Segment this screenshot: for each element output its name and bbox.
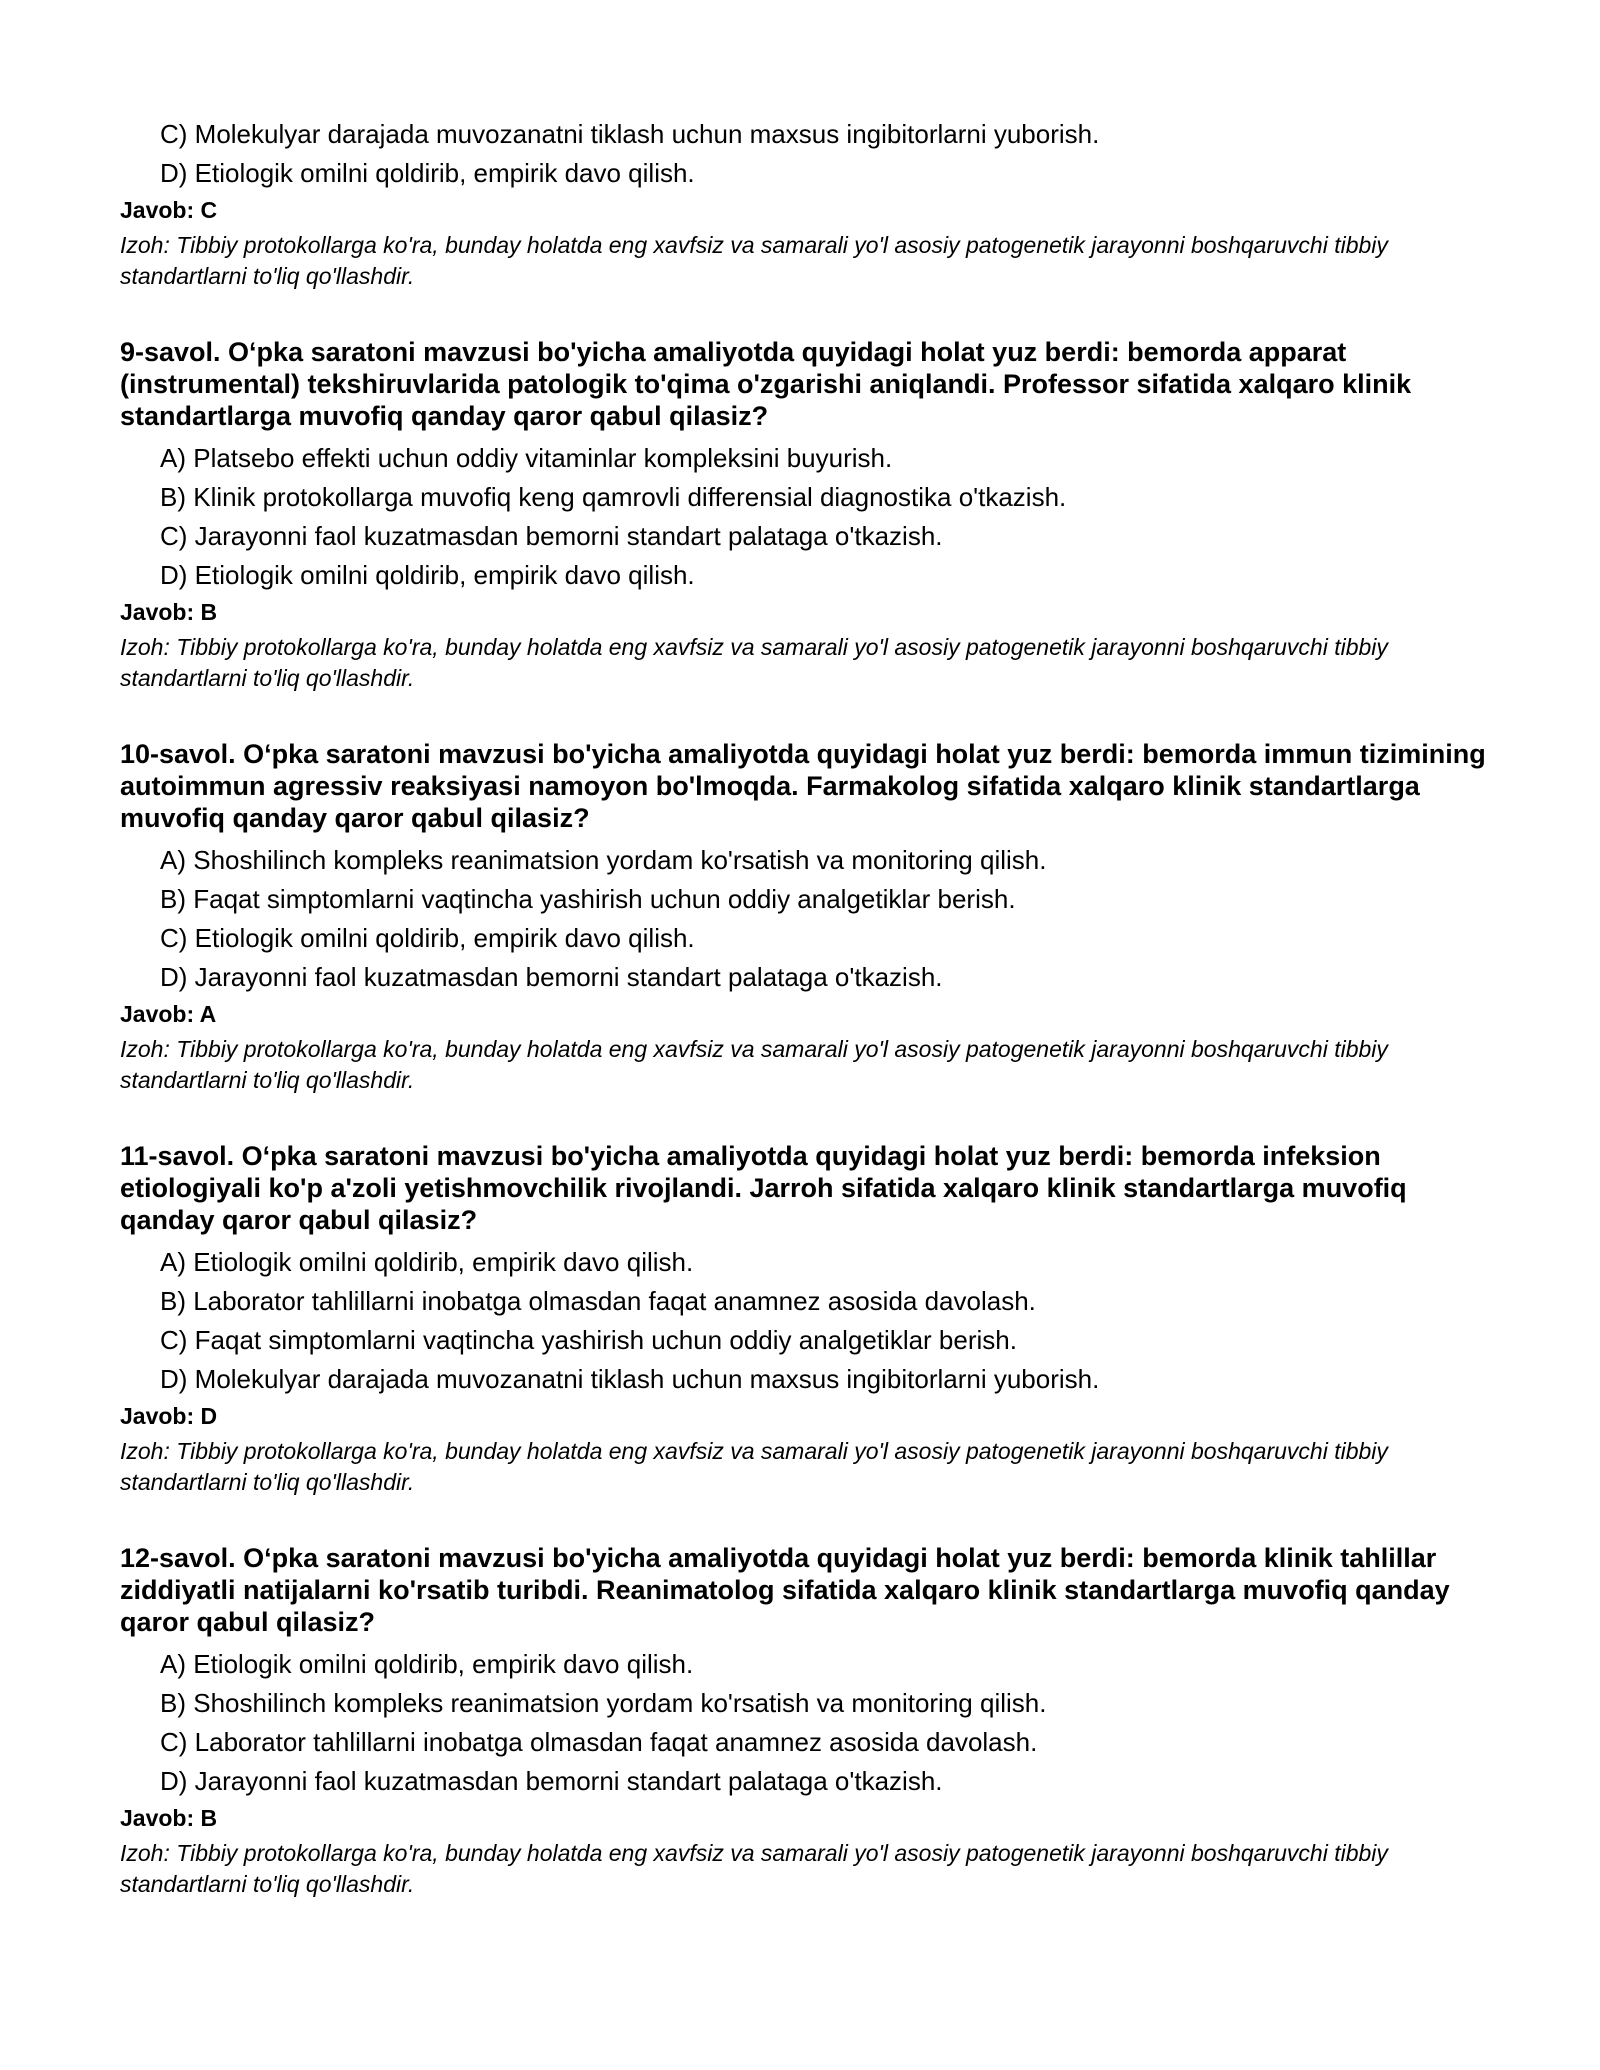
spacer	[120, 292, 1490, 336]
question-title: 9-savol. O‘pka saratoni mavzusi bo'yicha amaliyotda quyidagi holat yuz berdi: bemorda apparat (instrumental) tekshiruvlarida patologik to'qima o'zgarishi aniqlandi. Professor sifatida xalqaro klinik standartlarga muvofiq qanday qaror qabul qilasiz?	[120, 337, 1412, 431]
answer-option: B) Klinik protokollarga muvofiq keng qamrovli differensial diagnostika o'tkazish.	[160, 482, 1067, 512]
question-title: 11-savol. O‘pka saratoni mavzusi bo'yicha amaliyotda quyidagi holat yuz berdi: bemorda infeksion etiologiyali ko'p a'zoli yetishmovchilik rivojlandi. Jarroh sifatida xalqaro klinik standartlarga muvofiq qanday qaror qabul qilasiz?	[120, 1141, 1407, 1235]
question-block-9	[120, 336, 1490, 694]
explanation-note: Izoh: Tibbiy protokollarga ko'ra, bunday holatda eng xavfsiz va samarali yo'l asosiy patogenetik jarayonni boshqaruvchi tibbiy standartlarni to'liq qo'llashdir.	[120, 634, 1388, 691]
answer-option: C) Etiologik omilni qoldirib, empirik davo qilish.	[160, 923, 695, 953]
answer-option: A) Platsebo effekti uchun oddiy vitaminlar kompleksini buyurish.	[160, 443, 893, 473]
spacer	[120, 694, 1490, 738]
answer-option: C) Molekulyar darajada muvozanatni tiklash uchun maxsus ingibitorlarni yuborish.	[160, 119, 1100, 149]
answer-option: D) Etiologik omilni qoldirib, empirik davo qilish.	[160, 158, 695, 188]
correct-answer: Javob: D	[120, 1403, 218, 1429]
answer-option: C) Laborator tahlillarni inobatga olmasdan faqat anamnez asosida davolash.	[160, 1727, 1038, 1757]
question-block-11	[120, 1140, 1490, 1498]
correct-answer: Javob: A	[120, 1001, 217, 1027]
question-block-continued	[120, 118, 1490, 292]
answer-option: D) Etiologik omilni qoldirib, empirik davo qilish.	[160, 560, 695, 590]
answer-option: C) Faqat simptomlarni vaqtincha yashirish uchun oddiy analgetiklar berish.	[160, 1325, 1017, 1355]
answer-option: D) Molekulyar darajada muvozanatni tiklash uchun maxsus ingibitorlarni yuborish.	[160, 1364, 1100, 1394]
answer-option: B) Laborator tahlillarni inobatga olmasdan faqat anamnez asosida davolash.	[160, 1286, 1036, 1316]
correct-answer: Javob: B	[120, 599, 218, 625]
question-title: 10-savol. O‘pka saratoni mavzusi bo'yicha amaliyotda quyidagi holat yuz berdi: bemorda immun tizimining autoimmun agressiv reaksiyasi namoyon bo'lmoqda. Farmakolog sifatida xalqaro klinik standartlarga muvofiq qanday qaror qabul qilasiz?	[120, 739, 1486, 833]
answer-option: C) Jarayonni faol kuzatmasdan bemorni standart palataga o'tkazish.	[160, 521, 943, 551]
correct-answer: Javob: C	[120, 197, 218, 223]
answer-option: A) Etiologik omilni qoldirib, empirik davo qilish.	[160, 1649, 694, 1679]
explanation-note: Izoh: Tibbiy protokollarga ko'ra, bunday holatda eng xavfsiz va samarali yo'l asosiy patogenetik jarayonni boshqaruvchi tibbiy standartlarni to'liq qo'llashdir.	[120, 1036, 1388, 1093]
correct-answer: Javob: B	[120, 1805, 218, 1831]
explanation-note: Izoh: Tibbiy protokollarga ko'ra, bunday holatda eng xavfsiz va samarali yo'l asosiy patogenetik jarayonni boshqaruvchi tibbiy standartlarni to'liq qo'llashdir.	[120, 1840, 1388, 1897]
explanation-note: Izoh: Tibbiy protokollarga ko'ra, bunday holatda eng xavfsiz va samarali yo'l asosiy patogenetik jarayonni boshqaruvchi tibbiy standartlarni to'liq qo'llashdir.	[120, 232, 1388, 289]
question-block-12	[120, 1542, 1490, 1900]
document-page	[120, 118, 1490, 1900]
answer-option: A) Etiologik omilni qoldirib, empirik davo qilish.	[160, 1247, 694, 1277]
answer-option: B) Faqat simptomlarni vaqtincha yashirish uchun oddiy analgetiklar berish.	[160, 884, 1016, 914]
spacer	[120, 1096, 1490, 1140]
answer-option: D) Jarayonni faol kuzatmasdan bemorni standart palataga o'tkazish.	[160, 962, 943, 992]
spacer	[120, 1498, 1490, 1542]
answer-option: B) Shoshilinch kompleks reanimatsion yordam ko'rsatish va monitoring qilish.	[160, 1688, 1047, 1718]
question-title: 12-savol. O‘pka saratoni mavzusi bo'yicha amaliyotda quyidagi holat yuz berdi: bemorda klinik tahlillar ziddiyatli natijalarni ko'rsatib turibdi. Reanimatolog sifatida xalqaro klinik standartlarga muvofiq qanday qaror qabul qilasiz?	[120, 1543, 1450, 1637]
answer-option: D) Jarayonni faol kuzatmasdan bemorni standart palataga o'tkazish.	[160, 1766, 943, 1796]
answer-option: A) Shoshilinch kompleks reanimatsion yordam ko'rsatish va monitoring qilish.	[160, 845, 1047, 875]
question-block-10	[120, 738, 1490, 1096]
explanation-note: Izoh: Tibbiy protokollarga ko'ra, bunday holatda eng xavfsiz va samarali yo'l asosiy patogenetik jarayonni boshqaruvchi tibbiy standartlarni to'liq qo'llashdir.	[120, 1438, 1388, 1495]
